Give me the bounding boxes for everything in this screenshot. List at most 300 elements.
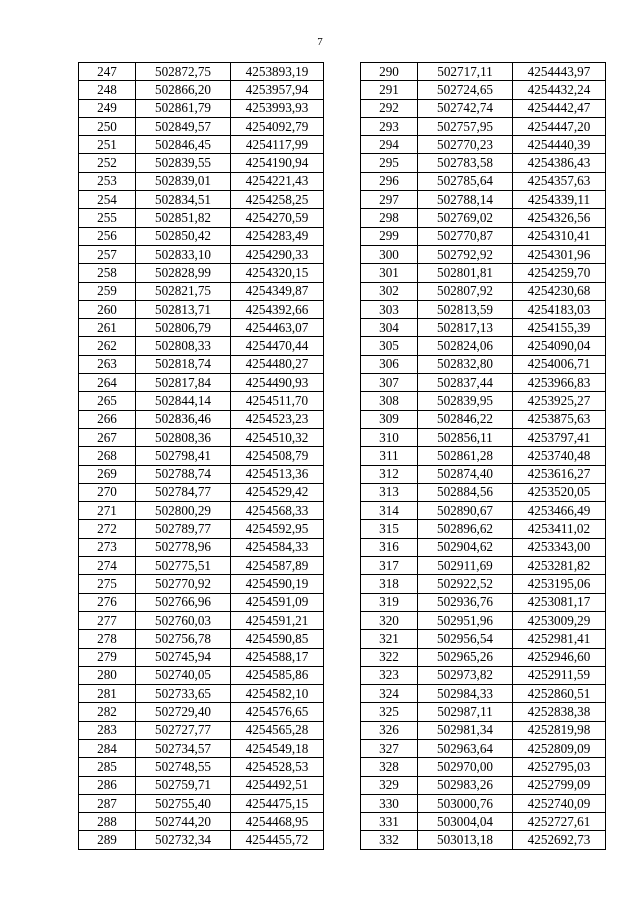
x-coordinate-cell: 502866,20 — [136, 81, 231, 99]
point-number-cell: 269 — [79, 465, 136, 483]
point-number-cell: 289 — [79, 831, 136, 849]
x-coordinate-cell: 502970,00 — [418, 758, 513, 776]
x-coordinate-cell: 502851,82 — [136, 209, 231, 227]
x-coordinate-cell: 503013,18 — [418, 831, 513, 849]
x-coordinate-cell: 502806,79 — [136, 319, 231, 337]
point-number-cell: 267 — [79, 428, 136, 446]
point-number-cell: 298 — [361, 209, 418, 227]
x-coordinate-cell: 502788,74 — [136, 465, 231, 483]
point-number-cell: 302 — [361, 282, 418, 300]
point-number-cell: 326 — [361, 721, 418, 739]
table-row — [79, 81, 324, 99]
y-coordinate-cell: 4254155,39 — [513, 319, 606, 337]
x-coordinate-cell: 502936,76 — [418, 593, 513, 611]
table-row — [79, 63, 324, 81]
table-row — [361, 758, 606, 776]
y-coordinate-cell: 4254587,89 — [231, 557, 324, 575]
y-coordinate-cell: 4254468,95 — [231, 813, 324, 831]
y-coordinate-cell: 4254510,32 — [231, 428, 324, 446]
x-coordinate-cell: 502775,51 — [136, 557, 231, 575]
table-row — [79, 447, 324, 465]
x-coordinate-cell: 502724,65 — [418, 81, 513, 99]
table-row — [79, 794, 324, 812]
point-number-cell: 306 — [361, 355, 418, 373]
point-number-cell: 295 — [361, 154, 418, 172]
x-coordinate-cell: 502833,10 — [136, 245, 231, 263]
table-row — [79, 117, 324, 135]
table-row — [79, 575, 324, 593]
x-coordinate-cell: 502808,36 — [136, 428, 231, 446]
point-number-cell: 282 — [79, 703, 136, 721]
point-number-cell: 330 — [361, 794, 418, 812]
y-coordinate-cell: 4254565,28 — [231, 721, 324, 739]
point-number-cell: 261 — [79, 319, 136, 337]
y-coordinate-cell: 4252946,60 — [513, 648, 606, 666]
point-number-cell: 312 — [361, 465, 418, 483]
y-coordinate-cell: 4254590,85 — [231, 630, 324, 648]
point-number-cell: 252 — [79, 154, 136, 172]
y-coordinate-cell: 4254590,19 — [231, 575, 324, 593]
y-coordinate-cell: 4253343,00 — [513, 538, 606, 556]
y-coordinate-cell: 4252911,59 — [513, 666, 606, 684]
point-number-cell: 316 — [361, 538, 418, 556]
table-row — [361, 776, 606, 794]
point-number-cell: 257 — [79, 245, 136, 263]
x-coordinate-cell: 502801,81 — [418, 264, 513, 282]
x-coordinate-cell: 502836,46 — [136, 410, 231, 428]
x-coordinate-cell: 502846,45 — [136, 136, 231, 154]
table-row — [79, 410, 324, 428]
point-number-cell: 299 — [361, 227, 418, 245]
point-number-cell: 304 — [361, 319, 418, 337]
y-coordinate-cell: 4254283,49 — [231, 227, 324, 245]
x-coordinate-cell: 502744,20 — [136, 813, 231, 831]
table-row — [79, 300, 324, 318]
x-coordinate-cell: 502965,26 — [418, 648, 513, 666]
point-number-cell: 266 — [79, 410, 136, 428]
y-coordinate-cell: 4254513,36 — [231, 465, 324, 483]
point-number-cell: 271 — [79, 502, 136, 520]
y-coordinate-cell: 4254092,79 — [231, 117, 324, 135]
y-coordinate-cell: 4254221,43 — [231, 172, 324, 190]
point-number-cell: 274 — [79, 557, 136, 575]
table-row — [361, 428, 606, 446]
y-coordinate-cell: 4252795,03 — [513, 758, 606, 776]
table-row — [79, 611, 324, 629]
y-coordinate-cell: 4254270,59 — [231, 209, 324, 227]
point-number-cell: 281 — [79, 685, 136, 703]
point-number-cell: 256 — [79, 227, 136, 245]
x-coordinate-cell: 502839,95 — [418, 392, 513, 410]
y-coordinate-cell: 4254528,53 — [231, 758, 324, 776]
x-coordinate-cell: 502821,75 — [136, 282, 231, 300]
x-coordinate-cell: 502839,55 — [136, 154, 231, 172]
coordinates-table-left — [78, 62, 324, 850]
x-coordinate-cell: 502727,77 — [136, 721, 231, 739]
x-coordinate-cell: 502984,33 — [418, 685, 513, 703]
y-coordinate-cell: 4254592,95 — [231, 520, 324, 538]
y-coordinate-cell: 4254230,68 — [513, 282, 606, 300]
x-coordinate-cell: 502740,05 — [136, 666, 231, 684]
y-coordinate-cell: 4254591,21 — [231, 611, 324, 629]
y-coordinate-cell: 4254591,09 — [231, 593, 324, 611]
table-row — [361, 465, 606, 483]
y-coordinate-cell: 4254585,86 — [231, 666, 324, 684]
y-coordinate-cell: 4254442,47 — [513, 99, 606, 117]
y-coordinate-cell: 4254440,39 — [513, 136, 606, 154]
point-number-cell: 308 — [361, 392, 418, 410]
x-coordinate-cell: 502817,84 — [136, 374, 231, 392]
x-coordinate-cell: 502770,87 — [418, 227, 513, 245]
x-coordinate-cell: 502760,03 — [136, 611, 231, 629]
x-coordinate-cell: 502818,74 — [136, 355, 231, 373]
y-coordinate-cell: 4254508,79 — [231, 447, 324, 465]
point-number-cell: 250 — [79, 117, 136, 135]
x-coordinate-cell: 502850,42 — [136, 227, 231, 245]
table-row — [361, 575, 606, 593]
y-coordinate-cell: 4254357,63 — [513, 172, 606, 190]
x-coordinate-cell: 502757,95 — [418, 117, 513, 135]
x-coordinate-cell: 502837,44 — [418, 374, 513, 392]
x-coordinate-cell: 502748,55 — [136, 758, 231, 776]
point-number-cell: 247 — [79, 63, 136, 81]
table-row — [361, 374, 606, 392]
x-coordinate-cell: 502828,99 — [136, 264, 231, 282]
table-row — [361, 666, 606, 684]
x-coordinate-cell: 502800,29 — [136, 502, 231, 520]
table-row — [361, 227, 606, 245]
point-number-cell: 314 — [361, 502, 418, 520]
table-row — [79, 483, 324, 501]
y-coordinate-cell: 4253925,27 — [513, 392, 606, 410]
x-coordinate-cell: 502798,41 — [136, 447, 231, 465]
y-coordinate-cell: 4253893,19 — [231, 63, 324, 81]
table-row — [361, 264, 606, 282]
x-coordinate-cell: 502729,40 — [136, 703, 231, 721]
y-coordinate-cell: 4254349,87 — [231, 282, 324, 300]
point-number-cell: 290 — [361, 63, 418, 81]
x-coordinate-cell: 502963,64 — [418, 739, 513, 757]
point-number-cell: 315 — [361, 520, 418, 538]
table-row — [79, 648, 324, 666]
table-row — [361, 648, 606, 666]
y-coordinate-cell: 4254190,94 — [231, 154, 324, 172]
point-number-cell: 322 — [361, 648, 418, 666]
table-row — [79, 721, 324, 739]
table-row — [361, 245, 606, 263]
point-number-cell: 249 — [79, 99, 136, 117]
table-row — [79, 593, 324, 611]
y-coordinate-cell: 4252740,09 — [513, 794, 606, 812]
y-coordinate-cell: 4254511,70 — [231, 392, 324, 410]
x-coordinate-cell: 502956,54 — [418, 630, 513, 648]
y-coordinate-cell: 4254470,44 — [231, 337, 324, 355]
point-number-cell: 311 — [361, 447, 418, 465]
y-coordinate-cell: 4254568,33 — [231, 502, 324, 520]
y-coordinate-cell: 4252799,09 — [513, 776, 606, 794]
x-coordinate-cell: 502861,79 — [136, 99, 231, 117]
table-row — [361, 392, 606, 410]
point-number-cell: 283 — [79, 721, 136, 739]
y-coordinate-cell: 4253966,83 — [513, 374, 606, 392]
x-coordinate-cell: 502784,77 — [136, 483, 231, 501]
table-row — [79, 355, 324, 373]
y-coordinate-cell: 4254259,70 — [513, 264, 606, 282]
y-coordinate-cell: 4254006,71 — [513, 355, 606, 373]
y-coordinate-cell: 4253520,05 — [513, 483, 606, 501]
table-body-left — [79, 63, 324, 850]
point-number-cell: 321 — [361, 630, 418, 648]
x-coordinate-cell: 502766,96 — [136, 593, 231, 611]
point-number-cell: 327 — [361, 739, 418, 757]
table-row — [361, 300, 606, 318]
table-row — [79, 374, 324, 392]
y-coordinate-cell: 4252860,51 — [513, 685, 606, 703]
y-coordinate-cell: 4253281,82 — [513, 557, 606, 575]
table-row — [361, 813, 606, 831]
x-coordinate-cell: 502717,11 — [418, 63, 513, 81]
table-row — [79, 392, 324, 410]
point-number-cell: 307 — [361, 374, 418, 392]
table-row — [79, 520, 324, 538]
x-coordinate-cell: 502778,96 — [136, 538, 231, 556]
x-coordinate-cell: 502844,14 — [136, 392, 231, 410]
y-coordinate-cell: 4252727,61 — [513, 813, 606, 831]
point-number-cell: 286 — [79, 776, 136, 794]
table-row — [79, 209, 324, 227]
table-row — [79, 758, 324, 776]
table-row — [361, 282, 606, 300]
point-number-cell: 260 — [79, 300, 136, 318]
y-coordinate-cell: 4253081,17 — [513, 593, 606, 611]
y-coordinate-cell: 4254490,93 — [231, 374, 324, 392]
x-coordinate-cell: 502770,92 — [136, 575, 231, 593]
y-coordinate-cell: 4253957,94 — [231, 81, 324, 99]
point-number-cell: 287 — [79, 794, 136, 812]
point-number-cell: 331 — [361, 813, 418, 831]
point-number-cell: 291 — [361, 81, 418, 99]
point-number-cell: 288 — [79, 813, 136, 831]
y-coordinate-cell: 4252692,73 — [513, 831, 606, 849]
y-coordinate-cell: 4252981,41 — [513, 630, 606, 648]
y-coordinate-cell: 4254320,15 — [231, 264, 324, 282]
y-coordinate-cell: 4254386,43 — [513, 154, 606, 172]
y-coordinate-cell: 4254326,56 — [513, 209, 606, 227]
x-coordinate-cell: 502896,62 — [418, 520, 513, 538]
table-row — [361, 685, 606, 703]
table-row — [361, 447, 606, 465]
table-row — [79, 502, 324, 520]
page-number: 7 — [317, 36, 323, 48]
table-row — [361, 319, 606, 337]
x-coordinate-cell: 502884,56 — [418, 483, 513, 501]
point-number-cell: 328 — [361, 758, 418, 776]
table-row — [361, 191, 606, 209]
point-number-cell: 313 — [361, 483, 418, 501]
x-coordinate-cell: 502807,92 — [418, 282, 513, 300]
y-coordinate-cell: 4253797,41 — [513, 428, 606, 446]
y-coordinate-cell: 4253875,63 — [513, 410, 606, 428]
y-coordinate-cell: 4253195,06 — [513, 575, 606, 593]
x-coordinate-cell: 502973,82 — [418, 666, 513, 684]
point-number-cell: 254 — [79, 191, 136, 209]
table-row — [79, 99, 324, 117]
table-row — [361, 81, 606, 99]
x-coordinate-cell: 502732,34 — [136, 831, 231, 849]
point-number-cell: 272 — [79, 520, 136, 538]
y-coordinate-cell: 4254475,15 — [231, 794, 324, 812]
y-coordinate-cell: 4254443,97 — [513, 63, 606, 81]
table-row — [361, 794, 606, 812]
x-coordinate-cell: 502890,67 — [418, 502, 513, 520]
y-coordinate-cell: 4254455,72 — [231, 831, 324, 849]
y-coordinate-cell: 4254310,41 — [513, 227, 606, 245]
x-coordinate-cell: 503000,76 — [418, 794, 513, 812]
point-number-cell: 310 — [361, 428, 418, 446]
table-row — [361, 99, 606, 117]
y-coordinate-cell: 4254588,17 — [231, 648, 324, 666]
y-coordinate-cell: 4254523,23 — [231, 410, 324, 428]
y-coordinate-cell: 4254576,65 — [231, 703, 324, 721]
y-coordinate-cell: 4254582,10 — [231, 685, 324, 703]
point-number-cell: 329 — [361, 776, 418, 794]
table-row — [79, 831, 324, 849]
y-coordinate-cell: 4254480,27 — [231, 355, 324, 373]
table-row — [79, 136, 324, 154]
y-coordinate-cell: 4252838,38 — [513, 703, 606, 721]
table-row — [361, 611, 606, 629]
table-row — [79, 739, 324, 757]
y-coordinate-cell: 4254301,96 — [513, 245, 606, 263]
x-coordinate-cell: 502745,94 — [136, 648, 231, 666]
x-coordinate-cell: 502981,34 — [418, 721, 513, 739]
x-coordinate-cell: 502874,40 — [418, 465, 513, 483]
table-row — [361, 154, 606, 172]
table-row — [79, 428, 324, 446]
table-row — [361, 630, 606, 648]
point-number-cell: 279 — [79, 648, 136, 666]
x-coordinate-cell: 502987,11 — [418, 703, 513, 721]
x-coordinate-cell: 502817,13 — [418, 319, 513, 337]
table-row — [79, 319, 324, 337]
table-row — [79, 227, 324, 245]
table-row — [79, 154, 324, 172]
x-coordinate-cell: 503004,04 — [418, 813, 513, 831]
x-coordinate-cell: 502834,51 — [136, 191, 231, 209]
point-number-cell: 305 — [361, 337, 418, 355]
point-number-cell: 309 — [361, 410, 418, 428]
y-coordinate-cell: 4254492,51 — [231, 776, 324, 794]
x-coordinate-cell: 502788,14 — [418, 191, 513, 209]
point-number-cell: 251 — [79, 136, 136, 154]
table-row — [79, 538, 324, 556]
table-row — [361, 502, 606, 520]
x-coordinate-cell: 502813,71 — [136, 300, 231, 318]
point-number-cell: 268 — [79, 447, 136, 465]
point-number-cell: 253 — [79, 172, 136, 190]
x-coordinate-cell: 502856,11 — [418, 428, 513, 446]
y-coordinate-cell: 4254183,03 — [513, 300, 606, 318]
table-row — [79, 666, 324, 684]
point-number-cell: 259 — [79, 282, 136, 300]
point-number-cell: 292 — [361, 99, 418, 117]
y-coordinate-cell: 4253740,48 — [513, 447, 606, 465]
y-coordinate-cell: 4253466,49 — [513, 502, 606, 520]
point-number-cell: 319 — [361, 593, 418, 611]
point-number-cell: 264 — [79, 374, 136, 392]
x-coordinate-cell: 502983,26 — [418, 776, 513, 794]
point-number-cell: 278 — [79, 630, 136, 648]
table-row — [361, 355, 606, 373]
point-number-cell: 284 — [79, 739, 136, 757]
point-number-cell: 300 — [361, 245, 418, 263]
point-number-cell: 275 — [79, 575, 136, 593]
point-number-cell: 293 — [361, 117, 418, 135]
table-row — [361, 538, 606, 556]
y-coordinate-cell: 4254529,42 — [231, 483, 324, 501]
table-row — [361, 703, 606, 721]
x-coordinate-cell: 502792,92 — [418, 245, 513, 263]
point-number-cell: 270 — [79, 483, 136, 501]
table-row — [79, 630, 324, 648]
table-row — [79, 172, 324, 190]
point-number-cell: 323 — [361, 666, 418, 684]
table-row — [361, 831, 606, 849]
table-row — [361, 593, 606, 611]
point-number-cell: 262 — [79, 337, 136, 355]
point-number-cell: 324 — [361, 685, 418, 703]
table-row — [361, 172, 606, 190]
table-row — [79, 685, 324, 703]
x-coordinate-cell: 502755,40 — [136, 794, 231, 812]
point-number-cell: 320 — [361, 611, 418, 629]
table-row — [79, 776, 324, 794]
point-number-cell: 255 — [79, 209, 136, 227]
table-row — [361, 117, 606, 135]
x-coordinate-cell: 502872,75 — [136, 63, 231, 81]
x-coordinate-cell: 502861,28 — [418, 447, 513, 465]
table-row — [79, 813, 324, 831]
x-coordinate-cell: 502785,64 — [418, 172, 513, 190]
table-row — [361, 209, 606, 227]
x-coordinate-cell: 502824,06 — [418, 337, 513, 355]
table-row — [79, 245, 324, 263]
point-number-cell: 263 — [79, 355, 136, 373]
x-coordinate-cell: 502832,80 — [418, 355, 513, 373]
x-coordinate-cell: 502846,22 — [418, 410, 513, 428]
x-coordinate-cell: 502808,33 — [136, 337, 231, 355]
x-coordinate-cell: 502734,57 — [136, 739, 231, 757]
point-number-cell: 294 — [361, 136, 418, 154]
x-coordinate-cell: 502733,65 — [136, 685, 231, 703]
point-number-cell: 277 — [79, 611, 136, 629]
point-number-cell: 325 — [361, 703, 418, 721]
point-number-cell: 301 — [361, 264, 418, 282]
table-row — [79, 337, 324, 355]
x-coordinate-cell: 502759,71 — [136, 776, 231, 794]
y-coordinate-cell: 4254090,04 — [513, 337, 606, 355]
table-row — [361, 483, 606, 501]
coordinates-table-right — [360, 62, 606, 850]
x-coordinate-cell: 502756,78 — [136, 630, 231, 648]
point-number-cell: 258 — [79, 264, 136, 282]
table-row — [79, 557, 324, 575]
table-row — [79, 703, 324, 721]
table-row — [361, 410, 606, 428]
table-row — [361, 520, 606, 538]
point-number-cell: 285 — [79, 758, 136, 776]
point-number-cell: 296 — [361, 172, 418, 190]
